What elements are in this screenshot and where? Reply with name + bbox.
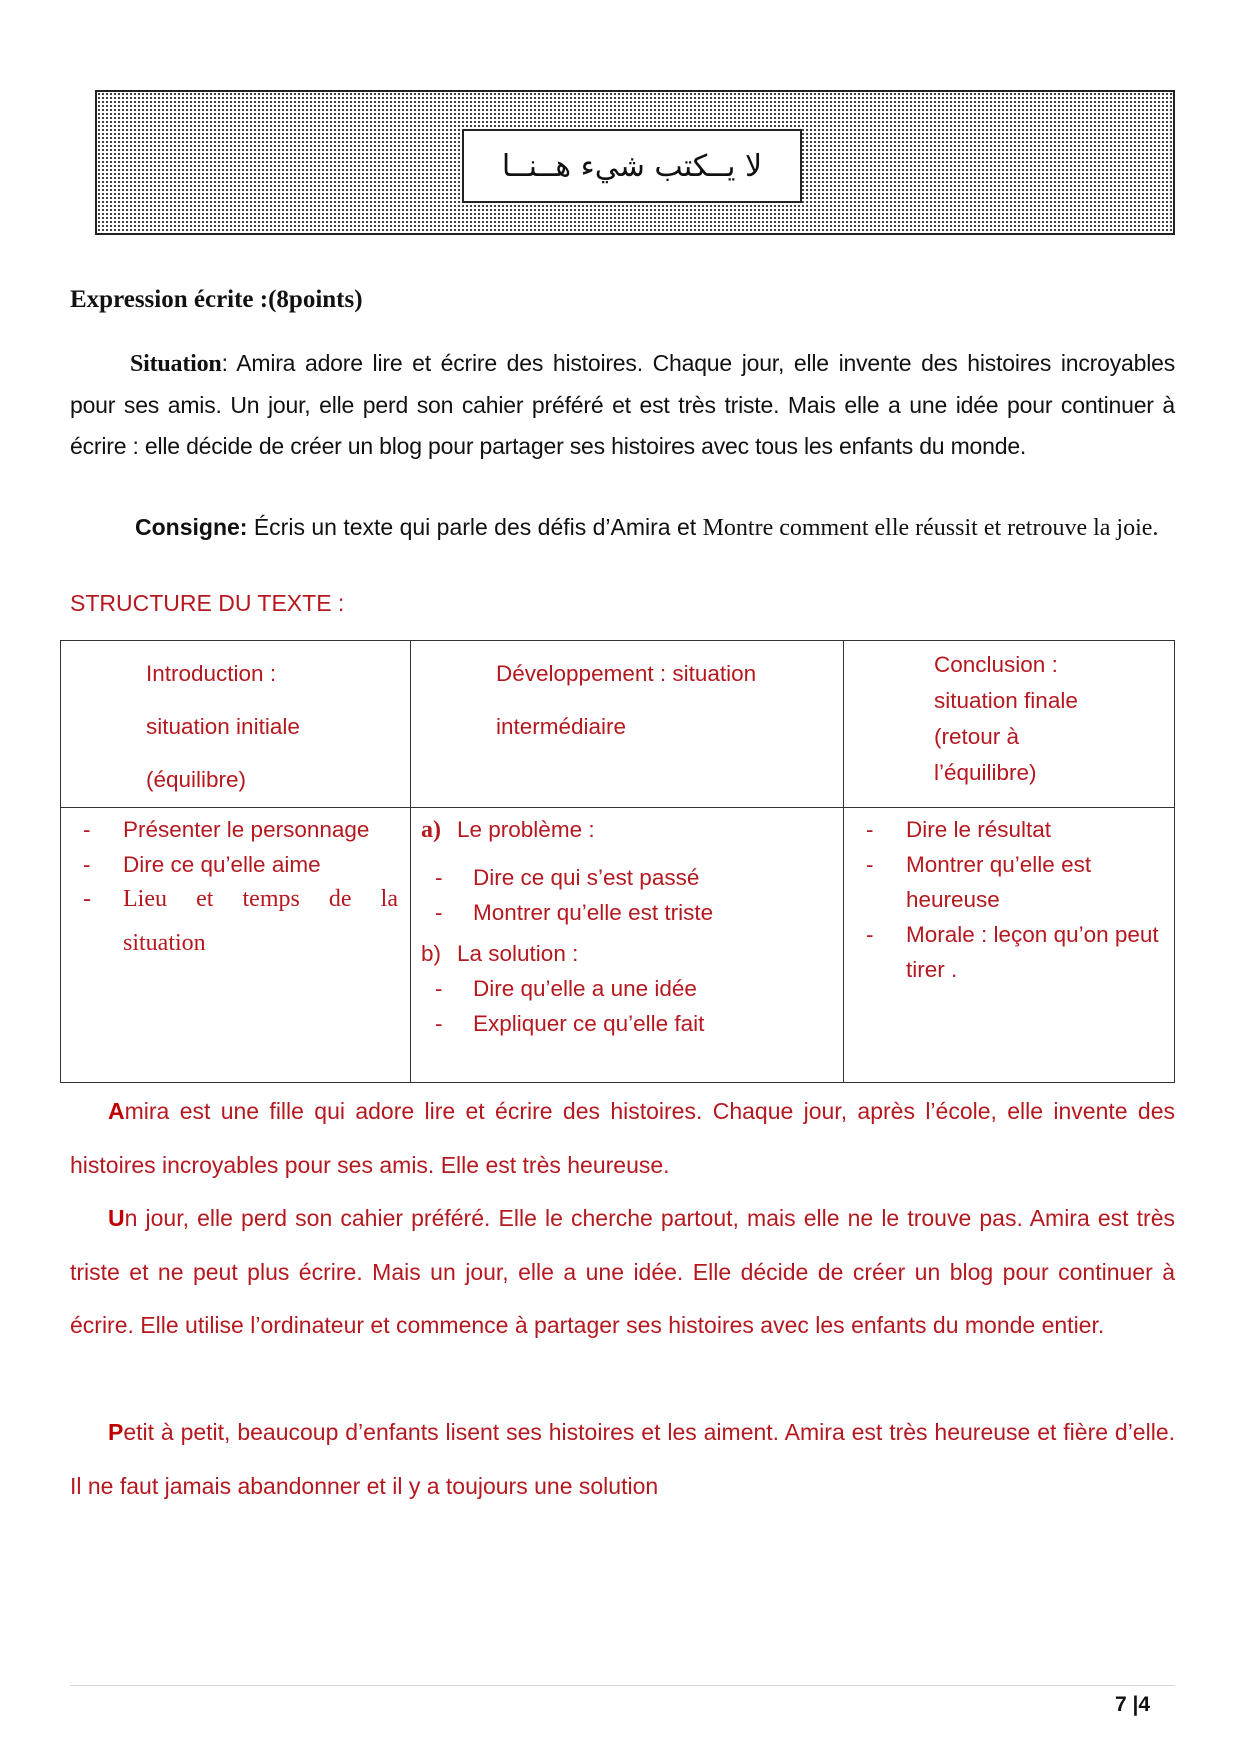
answer-paragraph-2 [70, 1192, 1175, 1353]
list-item: - Dire ce qu’elle aime [61, 847, 398, 882]
sub-heading-probleme [421, 812, 843, 848]
drop-letter: A [108, 1098, 125, 1124]
header-line: intermédiaire [496, 714, 627, 739]
header-line: Conclusion : [934, 652, 1058, 677]
list-item: - Montrer qu’elle est triste [421, 895, 843, 930]
sub-label: b) [421, 941, 442, 966]
consigne-text-part1: Écris un texte qui parle des défis d’Amira et [247, 514, 703, 540]
answer-paragraph-1 [70, 1085, 1175, 1192]
conclusion-content [844, 808, 1175, 1083]
answer-text: n jour, elle perd son cahier préféré. Elle le cherche partout, mais elle ne le trouve pas. Amira est très triste et ne peut plus écrire. Mais un jour, elle a une idée. Elle décide de créer un blog pour continuer à écrire. Elle utilise l’ordinateur et commence à partager ses histoires avec les enfants du monde entier. [70, 1205, 1175, 1338]
list-item: - Montrer qu’elle est heureuse [844, 847, 1174, 917]
answer-text: mira est une fille qui adore lire et écrire des histoires. Chaque jour, après l’école, elle invente des histoires incroyables pour ses amis. Elle est très heureuse. [70, 1098, 1175, 1178]
situation-label: Situation [130, 351, 222, 377]
header-line: Développement : situation [496, 661, 757, 686]
list-item: - Dire qu’elle a une idée [421, 971, 843, 1006]
header-line: l’équilibre) [934, 760, 1037, 785]
header-line: (retour à [934, 724, 1020, 749]
list-item: - Dire ce qui s’est passé [421, 860, 843, 895]
list-item: - Dire le résultat [844, 812, 1174, 847]
consigne-text-part2: Montre comment elle réussit et retrouve la joie. [702, 515, 1159, 541]
header-introduction [61, 641, 411, 808]
drop-letter: U [108, 1205, 125, 1231]
page-number: 7 |4 [1115, 1693, 1151, 1716]
list-item: - Expliquer ce qu’elle fait [421, 1006, 843, 1041]
sub-title: La solution : [457, 941, 579, 966]
situation-paragraph [70, 343, 1175, 467]
introduction-content [61, 808, 411, 1083]
header-line: situation finale [934, 688, 1078, 713]
header-line: situation initiale [146, 714, 300, 739]
sub-label: a) [421, 817, 441, 843]
list-item [61, 882, 398, 969]
do-not-write-label: لا يــكتب شيء هــنــا [462, 129, 802, 203]
answer-paragraph-3 [70, 1406, 1175, 1513]
developpement-content [411, 808, 844, 1083]
consigne-label: Consigne: [135, 514, 248, 540]
section-heading: Expression écrite :(8points) [70, 286, 363, 313]
list-item: - Présenter le personnage [61, 812, 398, 847]
consigne-paragraph [70, 507, 1175, 549]
answer-text: etit à petit, beaucoup d’enfants lisent ses histoires et les aiment. Amira est très heureuse et fière d’elle. Il ne faut jamais abandonner et il y a toujours une solution [70, 1419, 1175, 1499]
list-item-text: situation [123, 930, 206, 956]
list-item-text: Lieu et temps de la [123, 886, 398, 912]
header-line: (équilibre) [146, 767, 247, 792]
sub-title: Le problème : [457, 817, 595, 842]
header-conclusion [844, 641, 1175, 808]
header-developpement [411, 641, 844, 808]
sub-heading-solution [421, 936, 843, 971]
situation-text: : Amira adore lire et écrire des histoires. Chaque jour, elle invente des histoires incroyables pour ses amis. Un jour, elle perd son cahier préféré et est très triste. Mais elle a une idée pour continuer à écrire : elle décide de créer un blog pour partager ses histoires avec tous les enfants du monde. [70, 350, 1175, 459]
table-header-row [61, 641, 1175, 808]
structure-table [60, 640, 1175, 1083]
header-line: Introduction : [146, 661, 277, 686]
drop-letter: P [108, 1419, 124, 1445]
structure-title: STRUCTURE DU TEXTE : [70, 590, 345, 616]
table-content-row [61, 808, 1175, 1083]
list-item: - Morale : leçon qu’on peut tirer . [844, 917, 1174, 987]
footer-divider [70, 1685, 1175, 1686]
